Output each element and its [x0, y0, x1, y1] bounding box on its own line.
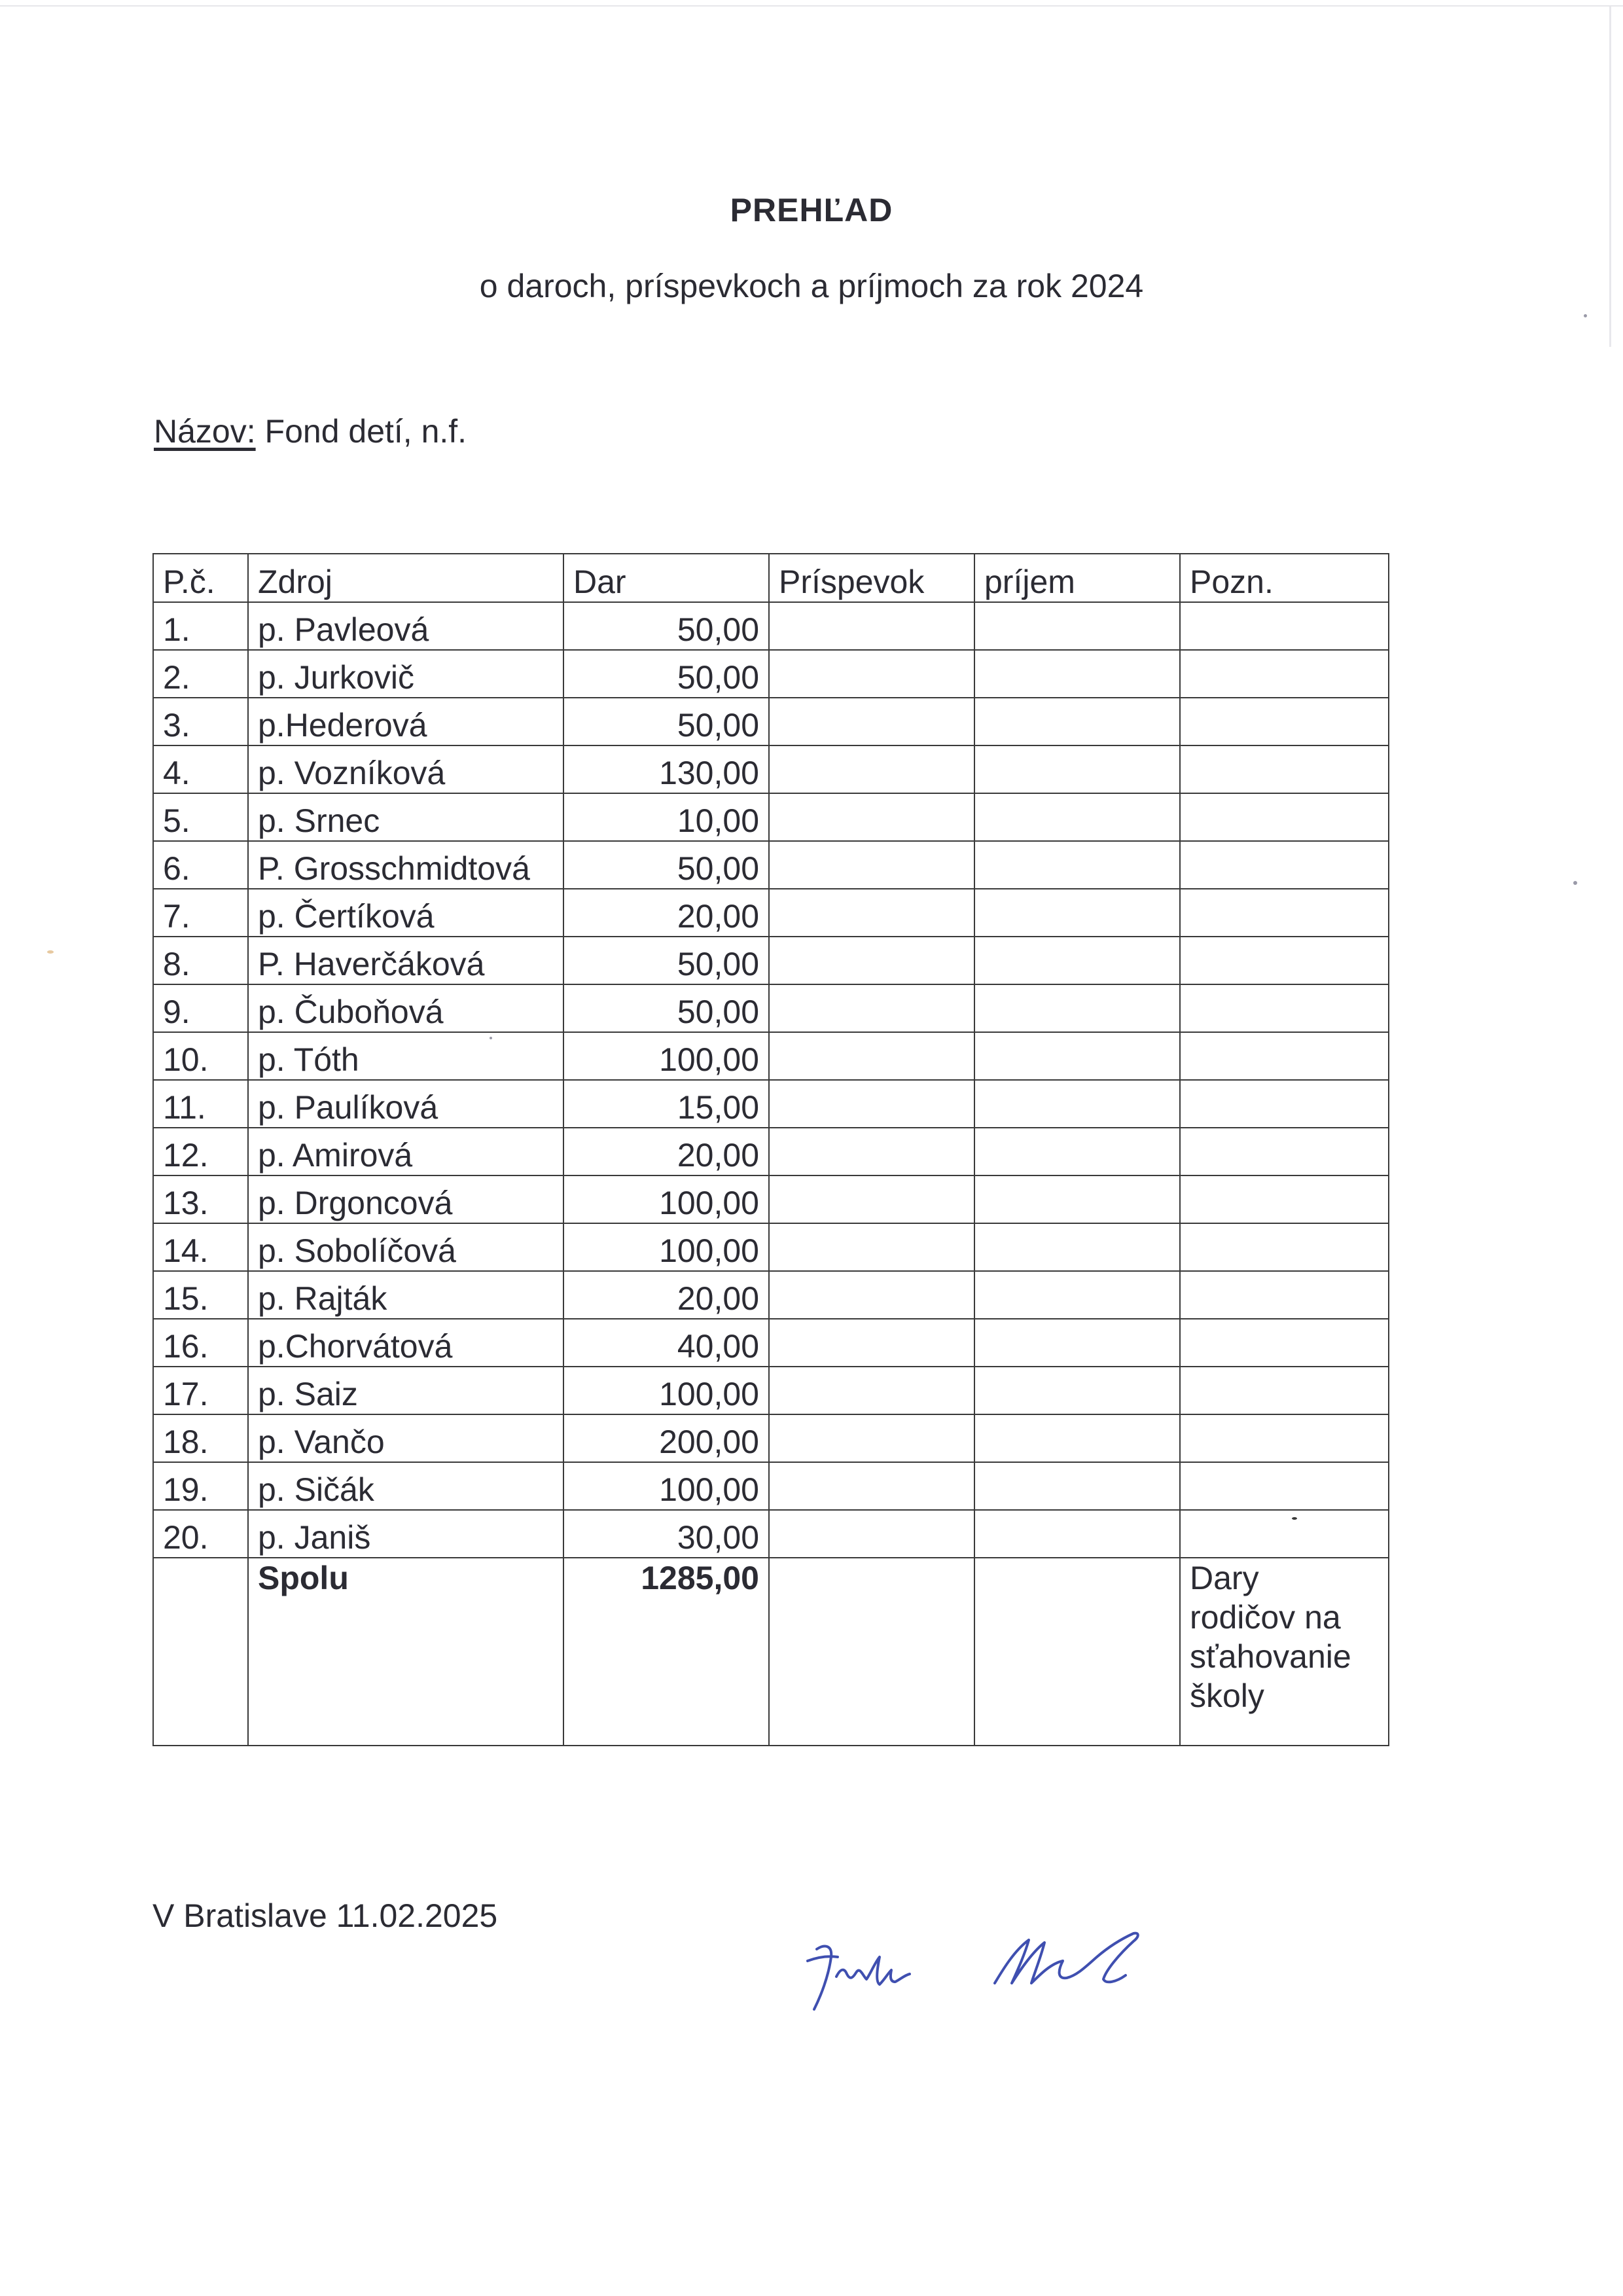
table-row: [153, 698, 1389, 745]
cell-source: p. Vančo: [248, 1414, 563, 1462]
scan-edge-top: [0, 5, 1623, 7]
cell-gift: 100,00: [563, 1032, 769, 1080]
cell-no: 2.: [153, 650, 248, 698]
cell-contribution: [769, 889, 974, 937]
cell-no: 13.: [153, 1175, 248, 1223]
cell-income: [974, 1367, 1180, 1414]
table-row: [153, 1462, 1389, 1510]
total-cell-no: [153, 1558, 248, 1746]
cell-note: [1180, 1223, 1389, 1271]
cell-contribution: [769, 1367, 974, 1414]
signature-stroke: [836, 1957, 910, 1984]
cell-no: 8.: [153, 937, 248, 984]
cell-income: [974, 745, 1180, 793]
cell-gift: 40,00: [563, 1319, 769, 1367]
table-row: [153, 1080, 1389, 1128]
cell-income: [974, 889, 1180, 937]
organization-value: Fond detí, n.f.: [264, 413, 467, 450]
scan-speck: [1292, 1517, 1297, 1520]
cell-income: [974, 698, 1180, 745]
cell-income: [974, 793, 1180, 841]
total-row: [153, 1558, 1389, 1746]
scan-speck: [47, 950, 54, 954]
cell-source: p. Paulíková: [248, 1080, 563, 1128]
cell-gift: 50,00: [563, 698, 769, 745]
cell-contribution: [769, 1414, 974, 1462]
cell-gift: 50,00: [563, 841, 769, 889]
cell-gift: 30,00: [563, 1510, 769, 1558]
table-row: [153, 1032, 1389, 1080]
cell-gift: 100,00: [563, 1175, 769, 1223]
table-row: [153, 1175, 1389, 1223]
cell-source: p. Amirová: [248, 1128, 563, 1175]
cell-gift: 100,00: [563, 1367, 769, 1414]
table-row: [153, 1128, 1389, 1175]
table-row: [153, 1510, 1389, 1558]
column-header-contribution: Príspevok: [769, 554, 974, 602]
cell-contribution: [769, 1462, 974, 1510]
table-header-row: [153, 554, 1389, 602]
cell-source: p. Tóth: [248, 1032, 563, 1080]
cell-contribution: [769, 984, 974, 1032]
table-row: [153, 1223, 1389, 1271]
cell-gift: 10,00: [563, 793, 769, 841]
cell-income: [974, 1510, 1180, 1558]
scan-speck: [1573, 881, 1577, 885]
cell-note: [1180, 889, 1389, 937]
cell-contribution: [769, 1032, 974, 1080]
cell-no: 14.: [153, 1223, 248, 1271]
cell-note: [1180, 793, 1389, 841]
cell-source: p.Hederová: [248, 698, 563, 745]
cell-note: [1180, 1128, 1389, 1175]
cell-source: p. Srnec: [248, 793, 563, 841]
total-note-line: Dary: [1190, 1560, 1259, 1596]
cell-income: [974, 984, 1180, 1032]
cell-income: [974, 1271, 1180, 1319]
cell-income: [974, 1032, 1180, 1080]
signature-image: [798, 1911, 1152, 2016]
cell-contribution: [769, 1271, 974, 1319]
cell-note: [1180, 1510, 1389, 1558]
cell-gift: 50,00: [563, 602, 769, 650]
cell-contribution: [769, 602, 974, 650]
cell-no: 5.: [153, 793, 248, 841]
cell-gift: 200,00: [563, 1414, 769, 1462]
cell-no: 9.: [153, 984, 248, 1032]
cell-no: 15.: [153, 1271, 248, 1319]
cell-no: 7.: [153, 889, 248, 937]
total-label: Spolu: [248, 1558, 563, 1746]
total-note: [1180, 1558, 1389, 1746]
cell-note: [1180, 1271, 1389, 1319]
table-row: [153, 1414, 1389, 1462]
cell-note: [1180, 1367, 1389, 1414]
column-header-source: Zdroj: [248, 554, 563, 602]
cell-source: p. Drgoncová: [248, 1175, 563, 1223]
cell-note: [1180, 698, 1389, 745]
cell-contribution: [769, 1080, 974, 1128]
cell-source: p. Čertíková: [248, 889, 563, 937]
table-body: [153, 602, 1389, 1746]
scan-speck: [490, 1037, 492, 1039]
cell-gift: 130,00: [563, 745, 769, 793]
cell-no: 19.: [153, 1462, 248, 1510]
signature-stroke: [808, 1946, 838, 2009]
cell-income: [974, 1414, 1180, 1462]
cell-no: 10.: [153, 1032, 248, 1080]
cell-gift: 100,00: [563, 1462, 769, 1510]
cell-gift: 100,00: [563, 1223, 769, 1271]
cell-contribution: [769, 937, 974, 984]
cell-contribution: [769, 1128, 974, 1175]
cell-income: [974, 1319, 1180, 1367]
cell-gift: 20,00: [563, 1128, 769, 1175]
cell-note: [1180, 745, 1389, 793]
cell-no: 1.: [153, 602, 248, 650]
table-row: [153, 841, 1389, 889]
cell-note: [1180, 984, 1389, 1032]
total-cell-income: [974, 1558, 1180, 1746]
cell-no: 16.: [153, 1319, 248, 1367]
cell-note: [1180, 650, 1389, 698]
cell-contribution: [769, 1510, 974, 1558]
cell-income: [974, 1223, 1180, 1271]
cell-contribution: [769, 745, 974, 793]
cell-contribution: [769, 841, 974, 889]
cell-source: p. Vozníková: [248, 745, 563, 793]
cell-no: 3.: [153, 698, 248, 745]
cell-no: 20.: [153, 1510, 248, 1558]
document-title: PREHĽAD: [730, 192, 893, 228]
document-subtitle: o daroch, príspevkoch a príjmoch za rok 2024: [479, 268, 1144, 304]
cell-income: [974, 1128, 1180, 1175]
cell-note: [1180, 937, 1389, 984]
cell-income: [974, 1462, 1180, 1510]
cell-source: p. Sičák: [248, 1462, 563, 1510]
cell-note: [1180, 1462, 1389, 1510]
cell-source: p. Pavleová: [248, 602, 563, 650]
cell-note: [1180, 1032, 1389, 1080]
cell-gift: 20,00: [563, 889, 769, 937]
column-header-no: P.č.: [153, 554, 248, 602]
cell-no: 17.: [153, 1367, 248, 1414]
table-row: [153, 1367, 1389, 1414]
table-row: [153, 1319, 1389, 1367]
cell-source: p. Čuboňová: [248, 984, 563, 1032]
cell-income: [974, 937, 1180, 984]
column-header-note: Pozn.: [1180, 554, 1389, 602]
total-note-line: rodičov na: [1190, 1599, 1341, 1636]
cell-income: [974, 602, 1180, 650]
table-row: [153, 745, 1389, 793]
cell-income: [974, 841, 1180, 889]
table-row: [153, 1271, 1389, 1319]
table-row: [153, 650, 1389, 698]
total-cell-contribution: [769, 1558, 974, 1746]
signature-stroke: [995, 1933, 1138, 1983]
table-row: [153, 793, 1389, 841]
cell-note: [1180, 1175, 1389, 1223]
scan-speck: [1584, 314, 1587, 317]
cell-source: p. Sobolíčová: [248, 1223, 563, 1271]
cell-note: [1180, 1080, 1389, 1128]
cell-note: [1180, 1414, 1389, 1462]
table-row: [153, 984, 1389, 1032]
cell-source: P. Haverčáková: [248, 937, 563, 984]
cell-source: p. Rajták: [248, 1271, 563, 1319]
cell-contribution: [769, 698, 974, 745]
place-and-date: V Bratislave 11.02.2025: [152, 1897, 498, 1934]
cell-no: 6.: [153, 841, 248, 889]
cell-source: P. Grosschmidtová: [248, 841, 563, 889]
total-note-line: školy: [1190, 1677, 1264, 1714]
cell-no: 4.: [153, 745, 248, 793]
column-header-income: príjem: [974, 554, 1180, 602]
cell-source: p.Chorvátová: [248, 1319, 563, 1367]
table-row: [153, 889, 1389, 937]
cell-gift: 50,00: [563, 937, 769, 984]
table-row: [153, 602, 1389, 650]
cell-income: [974, 650, 1180, 698]
total-gift: 1285,00: [563, 1558, 769, 1746]
donations-table: [152, 553, 1389, 1746]
cell-source: p. Jurkovič: [248, 650, 563, 698]
cell-note: [1180, 1319, 1389, 1367]
cell-note: [1180, 841, 1389, 889]
table-row: [153, 937, 1389, 984]
total-note-line: sťahovanie: [1190, 1638, 1351, 1675]
cell-gift: 20,00: [563, 1271, 769, 1319]
cell-contribution: [769, 1175, 974, 1223]
organization-line: [154, 412, 467, 450]
cell-contribution: [769, 650, 974, 698]
cell-source: p. Janiš: [248, 1510, 563, 1558]
cell-gift: 50,00: [563, 984, 769, 1032]
organization-label: Názov:: [154, 413, 256, 450]
cell-gift: 15,00: [563, 1080, 769, 1128]
cell-income: [974, 1080, 1180, 1128]
cell-gift: 50,00: [563, 650, 769, 698]
column-header-gift: Dar: [563, 554, 769, 602]
cell-income: [974, 1175, 1180, 1223]
cell-no: 12.: [153, 1128, 248, 1175]
cell-no: 18.: [153, 1414, 248, 1462]
cell-contribution: [769, 793, 974, 841]
cell-note: [1180, 602, 1389, 650]
cell-no: 11.: [153, 1080, 248, 1128]
cell-contribution: [769, 1319, 974, 1367]
cell-contribution: [769, 1223, 974, 1271]
cell-source: p. Saiz: [248, 1367, 563, 1414]
